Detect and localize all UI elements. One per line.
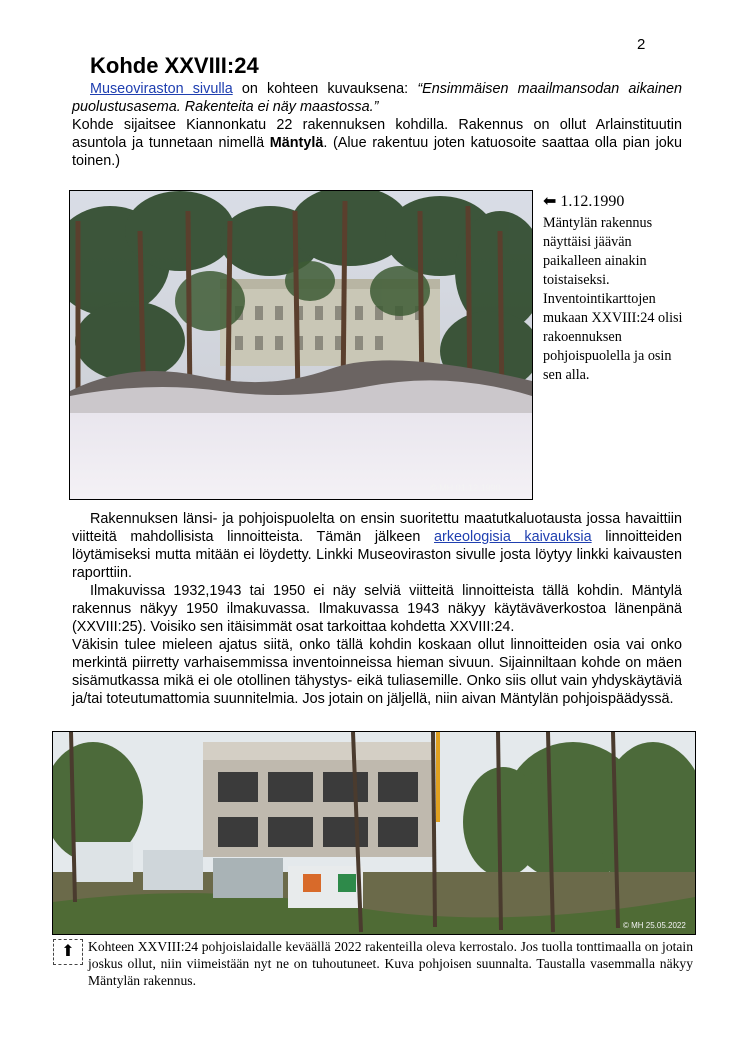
photo2-caption-text: Kohteen XXVIII:24 pohjoislaidalle keväällä 2022 rakenteilla oleva kerrostalo. Jos tuolla tonttimaalla on jotain joskus ollut, niin viimeistään nyt ne on tuhoutuneet. Kuva pohjoisen suunnalta. Taustalla vasemmalla näkyy Mäntylän rakennus. [88,939,693,988]
page-number: 2 [637,36,646,53]
photo-construction-2022 [52,731,696,935]
photo2-watermark: © MH 25.05.2022 [623,921,686,930]
construction-photo-drawing [53,732,695,934]
left-arrow-icon: ⬅ [543,193,557,210]
up-arrow-icon: ⬆ [61,943,75,960]
caption2-arrow-box [53,939,83,965]
page-title: Kohde XXVIII:24 [90,53,259,78]
photo1-caption-text: Mäntylän rakennus näyttäisi jäävän paikalleen ainakin toistaiseksi. Inventointikarttojen mukaan XXVIII:24 olisi rakoennuksen pohjoispuolella ja osin sen alla. [543,215,683,383]
photo1-caption [543,192,691,385]
body-paragraph-3: Väkisin tulee mieleen ajatus siitä, onko tällä kohdin koskaan ollut linnoitteiden osia vai onko merkintä piirretty varhaisemmissa inventoinneissa hieman sivuun. Sijainniltaan kohde on mäen sisämutkassa mikä ei ole otollinen tähystys- eikä tuliasemille. Onko siis ollut vain yhdyskäytäviä ja/tai toteutumattomia suunnitelmia. Jos jotain on jäljellä, niin aivan Mäntylän pohjoispäädyssä. [72,637,682,707]
intro-line2b: . (Alue rakentuu joten katuosoite saattaa olla pian joku toinen.) [72,135,682,169]
building-name: Mäntylä [269,135,324,151]
photo1-watermark: © MH 01.12.1990 [430,483,501,493]
intro-paragraph [72,80,682,170]
winter-photo-drawing [70,191,532,499]
intro-line2a: Kohde sijaitsee Kiannonkatu 22 rakennuksen kohdilla. Rakennus on ollut Arlainstituutin asuntola ja tunnetaan nimellä [72,117,682,151]
body-text [72,510,682,708]
museovirasto-link[interactable]: Museoviraston sivulla [90,81,233,97]
body-paragraph-1: Rakennuksen länsi- ja pohjoispuolelta on ensin suoritettu maatutkaluotausta jossa havaittiin viitteitä mahdollisista linnoitteista. Tämän jälkeen arkeologisia kaivauksia linnoitteiden löytämiseksi mutta mitään ei löydetty. Linkki Museoviraston sivulle josta löytyy linkki kaivausten raporttiin. [72,511,683,581]
photo1-date: 1.12.1990 [560,193,625,210]
body-paragraph-2: Ilmakuvissa 1932,1943 tai 1950 ei näy selviä viitteitä linnoitteista tällä kohdin. Mäntylä rakennus näkyy 1950 ilmakuvassa. Ilmakuvassa 1943 näkyy käytäväverkostoa länenpänä (XXVIII:25). Voisiko sen itäisimmät osat tarkoittaa kohdetta XXVIII:24. [72,583,682,635]
excavation-link[interactable]: arkeologisia kaivauksia [434,529,592,545]
intro-text: on kohteen kuvauksena: [232,81,418,97]
intro-quote: “Ensimmäisen maailmansodan aikainen puolustusasema. Rakenteita ei näy maastossa.” [72,81,682,115]
photo-winter-1990 [69,190,533,500]
